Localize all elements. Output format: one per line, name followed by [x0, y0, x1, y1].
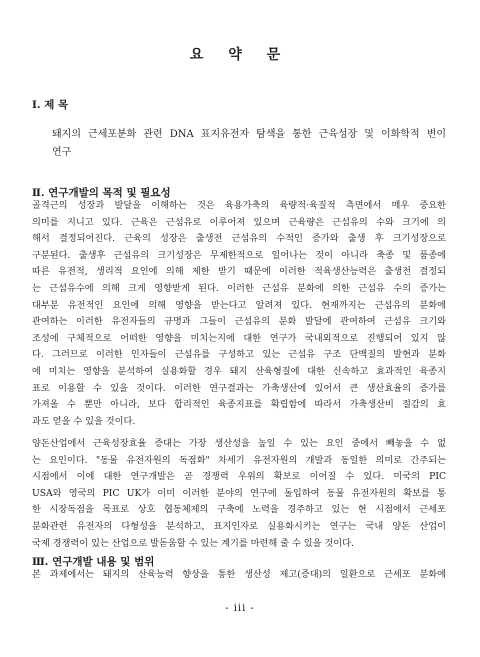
scope-paragraph — [32, 567, 446, 584]
research-subject-line: 연구 — [52, 147, 72, 158]
paragraph-line: 다. 그러므로 이러한 인자들이 근섬유를 구성하고 있는 근섬유 구조 단백질의 발현과 분화 — [32, 349, 446, 361]
purpose-paragraph-1 — [32, 198, 446, 430]
paragraph-line: 따른 유전적, 생리적 요인에 의해 제한 받기 때문에 이러한 적육생산능력은 출생전 결정되 — [32, 266, 446, 278]
paragraph-line: 대부분 유전적인 요인에 의해 영향을 받는다고 알려져 있다. 현재까지는 근섬유의 분화에 — [32, 299, 446, 311]
paragraph-line: 는 요인이다. "동물 유전자원의 독점화" 차세기 유전자원의 개발과 동일한 의미로 간주되는 — [32, 454, 446, 466]
purpose-paragraph-2 — [32, 436, 446, 552]
paragraph-line: 본 과제에서는 돼지의 산육능력 향상을 통한 생산성 제고(증대)의 일환으로 근세포 분화에 — [32, 569, 446, 580]
paragraph-line: 골격근의 성장과 발달을 이해하는 것은 육용가축의 육량적·육질적 측면에서 매우 중요한 — [32, 200, 446, 211]
section-heading-title: Ⅰ. 제 목 — [32, 99, 69, 111]
paragraph-line: 양돈산업에서 근육성장효율 증대는 가장 생산성을 높일 수 있는 요인 중에서 빼놓을 수 없 — [32, 438, 446, 449]
paragraph-line: 표로 이용할 수 있을 것이다. 이러한 연구결과는 가축생산에 있어서 큰 생산효율의 증가를 — [32, 382, 446, 394]
paragraph-line: 국제 경쟁력이 있는 산업으로 발돋움할 수 있는 계기를 마련해 줄 수 있을 것이다. — [32, 537, 354, 549]
paragraph-line: 의미를 지니고 있다. 근육은 근섬유로 이루어져 있으며 근육량은 근섬유의 수와 크기에 의 — [32, 216, 446, 228]
paragraph-line: 가져올 수 뿐만 아니라, 보다 합리적인 육종지표를 확립함에 따라서 가축생산비 절감의 효 — [32, 399, 446, 411]
paragraph-line: 한 시장독점을 목표로 상호 협동체제의 구축에 노력을 경주하고 있는 현 시점에서 근세포 — [32, 504, 446, 516]
document-title: 요 약 문 — [189, 47, 291, 63]
paragraph-line: 에 미치는 영향을 분석하여 실용화할 경우 돼지 산육형질에 대한 신속하고 효과적인 육종지 — [32, 365, 446, 377]
paragraph-line: 분화관련 유전자의 다형성을 분석하고, 표지인자로 실용화시키는 연구는 국내 양돈 산업이 — [32, 520, 446, 532]
paragraph-line: 조성에 구체적으로 어떠한 영향을 미치는지에 대한 연구가 국내외적으로 진행되어 있지 않 — [32, 332, 446, 344]
paragraph-line: 는 근섬유수에 의해 크게 영향받게 된다. 이러한 근섬유 분화에 의한 근섬유 수의 증가는 — [32, 282, 446, 294]
paragraph-line: 과도 얻을 수 있을 것이다. — [32, 415, 136, 427]
paragraph-line: 해서 결정되어진다. 근육의 성장은 출생전 근섬유의 수적인 증가와 출생 후 크기성장으로 — [32, 233, 446, 245]
paragraph-line: 시점에서 이에 대한 연구개발은 곧 경쟁력 우위의 확보로 이어질 수 있다. 미국의 PIC — [32, 471, 446, 483]
paragraph-line: 관여하는 이러한 유전자들의 규명과 그들이 근섬유의 분화 발달에 관여하여 근섬유 크기와 — [32, 316, 446, 328]
paragraph-line: 구분된다. 출생후 근섬유의 크기성장은 무제한적으로 일어나는 것이 아니라 축종 및 품종에 — [32, 249, 446, 261]
research-subject-line: 돼지의 근세포분화 관련 DNA 표지유전자 탐색을 통한 근육성장 및 이화학적 변이 — [52, 129, 446, 140]
research-subject — [52, 126, 446, 162]
paragraph-line: USA와 영국의 PIC UK가 이미 이러한 분야의 연구에 돌입하여 동물 유전자원의 확보를 통 — [32, 487, 446, 499]
section-heading-scope: Ⅲ. 연구개발 내용 및 범위 — [32, 556, 155, 568]
section-heading-purpose: Ⅱ. 연구개발의 목적 및 필요성 — [32, 187, 171, 199]
page-number: - iii - — [225, 603, 255, 614]
